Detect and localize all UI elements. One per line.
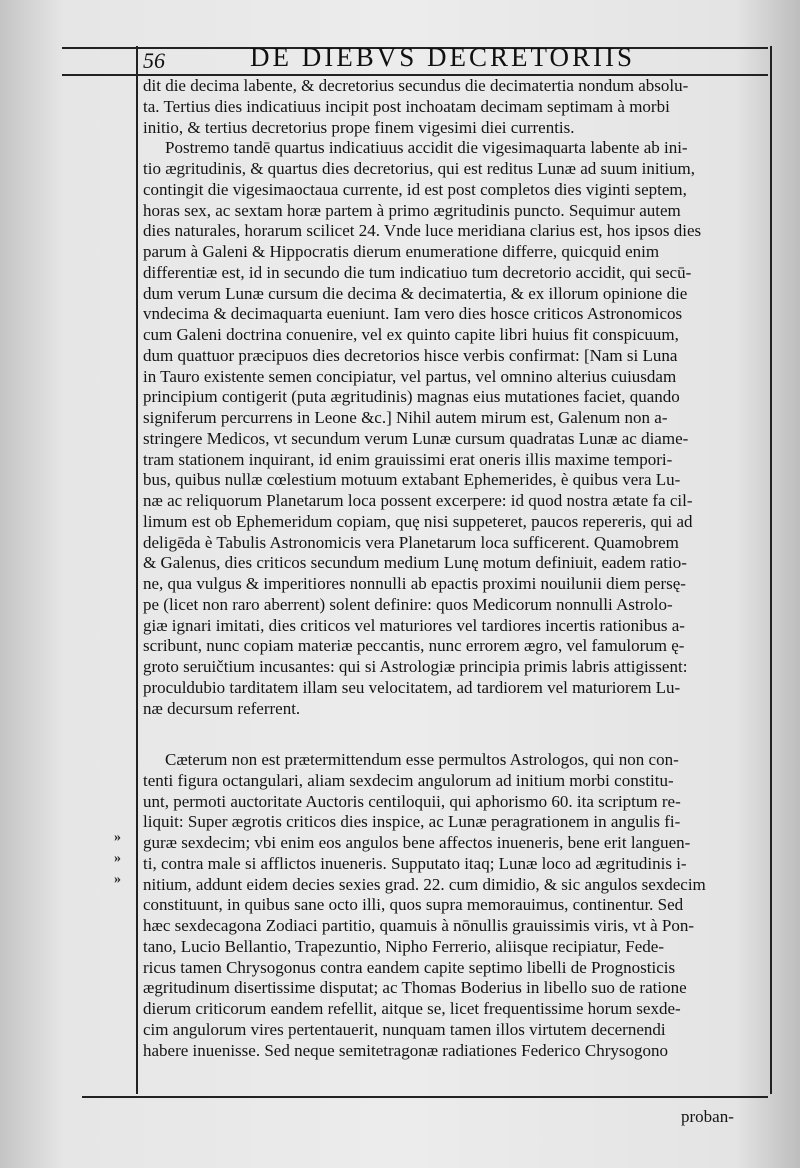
text-line: Cæterum non est prætermittendum esse permultos Astrologos, qui non con- xyxy=(165,750,679,769)
text-line: limum est ob Ephemeridum copiam, quę nisi suppeteret, paucos repereris, qui ad xyxy=(143,511,693,531)
text-line: vndecima & decimaquarta eueniunt. Iam vero dies hosce criticos Astronomicos xyxy=(143,304,683,324)
text-line: tano, Lucio Bellantio, Trapezuntio, Nipho Ferrerio, aliisque recipiatur, Fede- xyxy=(143,936,664,956)
text-line: proculdubio tarditatem illam seu velocitatem, ad tardiorem vel maturiorem Lu- xyxy=(143,677,681,697)
text-line: dierum criticorum eandem refellit, aitque se, licet frequentissime horum sexde- xyxy=(143,999,681,1018)
quote-mark: » xyxy=(114,830,121,845)
text-line: tio ægritudinis, & quartus dies decretorius, qui est reditus Lunæ ad suum initium, xyxy=(143,159,695,178)
text-line: unt, permoti auctoritate Auctoris centiloquii, qui aphorismo 60. ita scriptum re- xyxy=(143,791,681,811)
text-line: tram stationem inquirant, id enim grauissimi erat oneris illis maxime tempori- xyxy=(143,449,673,469)
text-line: cum Galeni doctrina conuenire, vel ex quinto capite libri huius fit conspicuum, xyxy=(143,325,679,344)
text-line: contingit die vigesimaoctaua currente, id est post completos dies viginti septem, xyxy=(143,179,687,199)
text-line: horas sex, ac sextam horæ partem à primo ægritudinis puncto. Sequimur autem xyxy=(143,200,681,220)
text-line: ta. Tertius dies indicatiuus incipit post inchoatam decimam septimam à morbi xyxy=(143,96,670,116)
running-title: DE DIEBVS DECRETORIIS xyxy=(250,42,636,72)
text-line: initio, & tertius decretorius prope finem vigesimi diei currentis. xyxy=(143,117,575,137)
text-line: signiferum percurrens in Leone &c.] Nihil autem mirum est, Galenum non a- xyxy=(143,408,668,427)
text-line: principium contigerit (puta ægritudinis) magnas eius mutationes faciet, quando xyxy=(143,387,680,407)
text-line: dit die decima labente, & decretorius secundus die decimatertia nondum absolu- xyxy=(143,76,689,95)
text-line: stringere Medicos, vt secundum verum Lunæ cursum quadratas Lunæ ac diame- xyxy=(143,428,689,448)
text-line: cim angulorum vires pertentauerit, nunquam tamen illos virtutem decernendi xyxy=(143,1019,666,1039)
text-line: habere inuenisse. Sed neque semitetragonæ radiationes Federico Chrysogono xyxy=(143,1040,668,1060)
text-line: giæ ignari imitati, dies criticos vel maturiores vel tardiores incertis rationibus a- xyxy=(143,615,685,635)
text-line: groto seruičtium incusantes: qui si Astrologiæ principia primis labris attigissent: xyxy=(143,657,688,676)
text-line: constituunt, in quibus sane octo illi, quos supra memorauimus, continentur. Sed xyxy=(143,895,684,915)
paragraph-3 xyxy=(143,750,763,1061)
text-line: liquit: Super ægrotis criticos dies inspice, ac Lunæ peragrationem in angulis fi- xyxy=(143,812,681,832)
quote-mark: » xyxy=(114,871,121,887)
paragraph-1 xyxy=(143,76,763,138)
text-line: dum quattuor præcipuos dies decretorios hisce verbis confirmat: [Nam si Luna xyxy=(143,345,678,365)
text-line: & Galenus, dies criticos secundum medium Lunę motum definiuit, eadem ratio- xyxy=(143,553,687,573)
bottom-rule xyxy=(82,1096,768,1098)
text-line: ægritudinum disertissime disputat; ac Thomas Boderius in libello suo de ratione xyxy=(143,978,687,998)
text-line: tenti figura octangulari, aliam sexdecim angulorum ad initium morbi constitu- xyxy=(143,770,674,790)
text-line: nitium, addunt eidem decies sexies grad. 22. cum dimidio, & sic angulos sexdecim xyxy=(143,874,706,894)
text-line: næ ac reliquorum Planetarum loca possent excerpere: id quod nostra ætate fa cil- xyxy=(143,491,693,510)
text-line: ne, qua vulgus & imperitiores nonnulli ab epactis proximi nouilunii diem persę- xyxy=(143,574,686,593)
text-line: in Tauro existente semen concipiatur, vel partus, vel omnino alterius cuiusdam xyxy=(143,366,677,386)
text-line: differentiæ est, id in secundo die tum indicatiuo tum decretorio accidit, qui secū- xyxy=(143,262,692,282)
text-line: dum verum Lunæ cursum die decima & decimatertia, & ex illorum opinione die xyxy=(143,283,688,303)
text-line: næ decursum referrent. xyxy=(143,698,301,718)
text-line: hæc sexdecagona Zodiaci partitio, quamuis à nōnullis grauissimis viris, vt à Pon- xyxy=(143,916,694,935)
text-line: parum à Galeni & Hippocratis dierum enumeratione differre, quicquid enim xyxy=(143,242,660,261)
text-line: pe (licet non raro aberrent) solent definire: quos Medicorum nonnulli Astrolo- xyxy=(143,594,673,614)
text-line: ti, contra male si afflictos inueneris. Supputato itaq; Lunæ loco ad ægritudinis i- xyxy=(143,853,687,873)
page-number: 56 xyxy=(143,48,165,73)
text-line: scribunt, nunc copiam materiæ peccantis, nunc errorem ægro, vel famulorum ę- xyxy=(143,636,685,656)
quote-mark: » xyxy=(114,850,121,866)
body-text xyxy=(143,76,763,1061)
text-line: dies naturales, horarum scilicet 24. Vnde luce meridiana clarius est, hos ipsos dies xyxy=(143,221,702,241)
margin-quote-marks xyxy=(114,828,138,890)
text-line: ricus tamen Chrysogonus contra eandem capite septimo libelli de Prognosticis xyxy=(143,957,676,977)
text-line: deligēda è Tabulis Astronomicis vera Planetarum loca sufficerent. Quamobrem xyxy=(143,532,679,552)
catchword: proban- xyxy=(681,1107,734,1126)
paragraph-gap xyxy=(143,740,763,750)
text-line: guræ sexdecim; vbi enim eos angulos bene affectos inueneris, bene erit languen- xyxy=(143,833,691,852)
paragraph-2 xyxy=(143,138,763,740)
text-line: Postremo tandē quartus indicatiuus accidit die vigesimaquarta labente ab ini- xyxy=(165,138,688,158)
text-line: bus, quibus nullæ cœlestium motuum extabant Ephemerides, è quibus vera Lu- xyxy=(143,470,681,490)
